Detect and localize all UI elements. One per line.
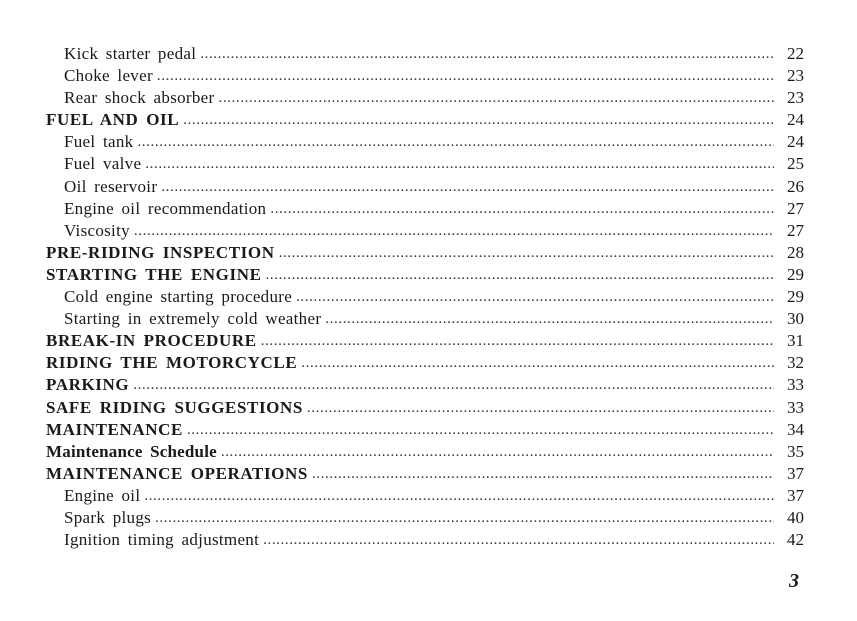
- toc-entry-page: 42: [787, 530, 804, 550]
- toc-entry-label: Fuel valve: [64, 154, 142, 174]
- toc-entry[interactable]: [46, 419, 804, 441]
- toc-entry[interactable]: [46, 198, 804, 220]
- toc-entry-page: 35: [787, 441, 804, 461]
- dot-leader: [137, 131, 774, 153]
- toc-entry-page: 32: [787, 353, 804, 373]
- dot-leader: [221, 441, 774, 463]
- toc-entry-page: 29: [787, 264, 804, 284]
- toc-entry[interactable]: [46, 220, 804, 242]
- toc-entry[interactable]: [46, 87, 804, 109]
- dot-leader: [161, 176, 774, 198]
- toc-entry-page: 24: [787, 110, 804, 130]
- toc-entry-page: 40: [787, 507, 804, 527]
- toc-entry[interactable]: [46, 330, 804, 352]
- toc-entry-label: Starting in extremely cold weather: [64, 309, 322, 329]
- toc-entry-page: 23: [787, 88, 804, 108]
- toc-entry-label: STARTING THE ENGINE: [46, 264, 262, 284]
- toc-entry-label: Engine oil recommendation: [64, 198, 267, 218]
- dot-leader: [261, 330, 774, 352]
- toc-entry[interactable]: [46, 264, 804, 286]
- dot-leader: [325, 308, 774, 330]
- toc-entry[interactable]: [46, 507, 804, 529]
- dot-leader: [155, 507, 774, 529]
- toc-entry-page: 37: [787, 463, 804, 483]
- dot-leader: [183, 109, 774, 131]
- toc-entry-page: 25: [787, 154, 804, 174]
- dot-leader: [187, 419, 774, 441]
- dot-leader: [296, 286, 774, 308]
- page-number: 3: [789, 570, 799, 592]
- toc-entry-label: PARKING: [46, 375, 130, 395]
- toc-entry-label: Spark plugs: [64, 507, 152, 527]
- dot-leader: [312, 463, 774, 485]
- toc-entry-page: 29: [787, 287, 804, 307]
- toc-entry[interactable]: [46, 153, 804, 175]
- toc-entry[interactable]: [46, 43, 804, 65]
- toc-entry-page: 22: [787, 44, 804, 63]
- dot-leader: [157, 65, 774, 87]
- toc-entry-label: Fuel tank: [64, 132, 134, 152]
- toc-entry[interactable]: [46, 286, 804, 308]
- toc-entry-label: Maintenance Schedule: [46, 441, 217, 461]
- dot-leader: [218, 87, 774, 109]
- dot-leader: [134, 220, 774, 242]
- toc-entry-page: 27: [787, 198, 804, 218]
- toc-entry-page: 23: [787, 66, 804, 86]
- dot-leader: [145, 153, 774, 175]
- toc-entry-label: MAINTENANCE OPERATIONS: [46, 463, 308, 483]
- toc-entry-page: 34: [787, 419, 804, 439]
- toc-entry-page: 26: [787, 176, 804, 196]
- toc-entry[interactable]: [46, 65, 804, 87]
- toc-entry-label: RIDING THE MOTORCYCLE: [46, 353, 298, 373]
- toc-entry[interactable]: [46, 485, 804, 507]
- toc-entry[interactable]: [46, 242, 804, 264]
- toc-entry-page: 24: [787, 132, 804, 152]
- toc-entry-label: PRE-RIDING INSPECTION: [46, 242, 275, 262]
- toc-entry-page: 33: [787, 397, 804, 417]
- toc-entry-label: Choke lever: [64, 66, 153, 86]
- toc-entry-page: 31: [787, 331, 804, 351]
- dot-leader: [144, 485, 774, 507]
- toc-entry-label: Cold engine starting procedure: [64, 287, 293, 307]
- toc-entry[interactable]: [46, 352, 804, 374]
- toc-entry-page: 28: [787, 242, 804, 262]
- toc-entry[interactable]: [46, 529, 804, 551]
- toc-entry[interactable]: [46, 131, 804, 153]
- toc-entry-label: FUEL AND OIL: [46, 110, 180, 130]
- toc-entry-label: Rear shock absorber: [64, 88, 215, 108]
- toc-entry-label: MAINTENANCE: [46, 419, 183, 439]
- dot-leader: [279, 242, 774, 264]
- dot-leader: [270, 198, 774, 220]
- toc-entry-page: 30: [787, 309, 804, 329]
- toc-entry[interactable]: [46, 109, 804, 131]
- toc-entry[interactable]: [46, 308, 804, 330]
- dot-leader: [133, 374, 774, 396]
- toc-entry-page: 33: [787, 375, 804, 395]
- toc-entry-label: Kick starter pedal: [64, 44, 197, 63]
- dot-leader: [301, 352, 774, 374]
- dot-leader: [200, 43, 774, 65]
- toc-entry[interactable]: [46, 463, 804, 485]
- toc-entry-label: SAFE RIDING SUGGESTIONS: [46, 397, 303, 417]
- toc-entry-label: BREAK-IN PROCEDURE: [46, 331, 257, 351]
- toc-entry[interactable]: [46, 176, 804, 198]
- toc-entry[interactable]: [46, 397, 804, 419]
- toc-entry[interactable]: [46, 374, 804, 396]
- toc-entry-label: Engine oil: [64, 485, 141, 505]
- table-of-contents: [46, 43, 804, 551]
- dot-leader: [263, 529, 774, 551]
- dot-leader: [266, 264, 774, 286]
- toc-entry-page: 27: [787, 220, 804, 240]
- toc-entry-label: Oil reservoir: [64, 176, 158, 196]
- toc-entry-page: 37: [787, 485, 804, 505]
- dot-leader: [307, 397, 774, 419]
- toc-entry-label: Viscosity: [64, 220, 130, 240]
- toc-entry[interactable]: [46, 441, 804, 463]
- toc-entry-label: Ignition timing adjustment: [64, 530, 260, 550]
